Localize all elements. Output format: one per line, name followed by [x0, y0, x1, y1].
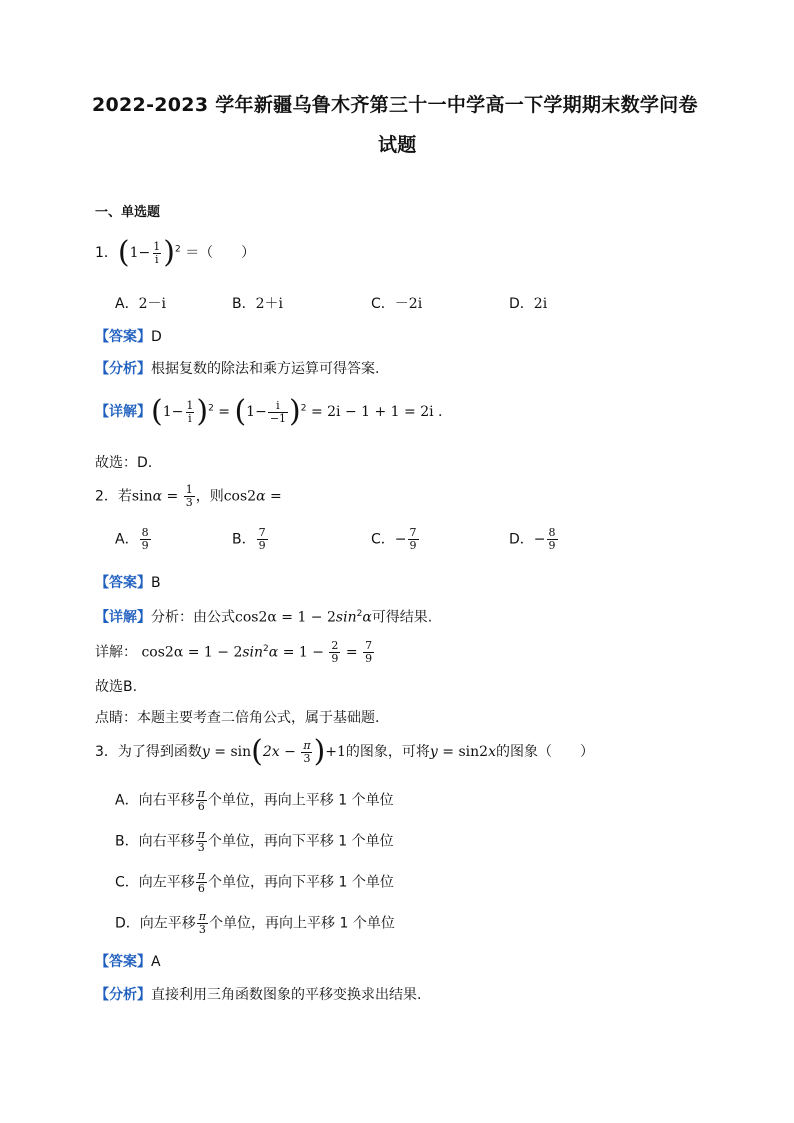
question-3-option-d: D．向左平移 $\frac{\pi}{3}$ 个单位，再向上平移 1 个单位: [115, 910, 395, 936]
question-3-option-c: C．向左平移 $\frac{\pi}{6}$ 个单位，再向下平移 1 个单位: [115, 869, 394, 895]
section-heading: 一、单选题: [95, 205, 161, 220]
question-2-option-c: C．− $\frac{7}{9}$: [371, 526, 417, 552]
question-2-conclusion: 故选B.: [95, 679, 138, 695]
question-2-answer: 【答案】B: [95, 575, 161, 591]
question-3-analysis: 【分析】直接利用三角函数图象的平移变换求出结果.: [95, 987, 422, 1003]
question-1-option-b: B．2＋i: [232, 296, 283, 312]
question-1-answer: 【答案】D: [95, 329, 162, 345]
question-2-option-a: A． $\frac{8}{9}$: [115, 526, 149, 552]
question-3-option-a: A．向右平移 $\frac{\pi}{6}$ 个单位，再向上平移 1 个单位: [115, 787, 394, 813]
question-3-answer: 【答案】A: [95, 954, 161, 970]
question-2-detail-2: 详解： $\cos 2\alpha = 1 - 2\sin^2\alpha = 1$ − $\frac{2}{9}$ = $\frac{7}{9}$: [95, 639, 373, 666]
document-title-line2: 试题: [378, 134, 417, 156]
question-2-option-d: D．− $\frac{8}{9}$: [509, 526, 556, 552]
question-1-option-a: A．2－i: [115, 296, 166, 312]
question-1-option-d: D．2i: [509, 296, 548, 312]
question-1-detail: 【详解】(1− $\frac{1}{i}$ )$^2$ = (1− $\frac{i}{-1}$ )$^2$ = 2i − 1 + 1 = 2i .: [95, 394, 443, 429]
question-3-stem: 3．为了得到函数y = sin(2x − $\frac{\pi}{3}$ )+1的图象，可将y = sin2x的图象（ ）: [95, 734, 594, 769]
question-1-conclusion: 故选：D.: [95, 455, 153, 471]
question-1-stem: 1．(1− $\frac{1}{i}$ )$^2$ ＝（ ）: [95, 235, 256, 270]
question-1-stem-tail: ＝（ ）: [185, 245, 256, 261]
question-3-option-b: B．向右平移 $\frac{\pi}{3}$ 个单位，再向下平移 1 个单位: [115, 828, 394, 854]
question-1-analysis: 【分析】根据复数的除法和乘方运算可得答案.: [95, 361, 380, 377]
question-2-detail: 【详解】分析：由公式$\cos 2\alpha = 1 - 2\sin^2\alpha$可得结果.: [95, 609, 433, 626]
document-title-line1: 2022-2023 学年新疆乌鲁木齐第三十一中学高一下学期期末数学问卷: [92, 94, 698, 116]
question-2-remark: 点睛：本题主要考查二倍角公式，属于基础题.: [95, 710, 380, 726]
question-2-option-b: B． $\frac{7}{9}$: [232, 526, 266, 552]
question-1-option-c: C．－2i: [371, 296, 423, 312]
question-2-stem: 2．若sinα = $\frac{1}{3}$ ，则cos2α =: [95, 483, 282, 509]
question-1-number: 1．: [95, 245, 118, 261]
